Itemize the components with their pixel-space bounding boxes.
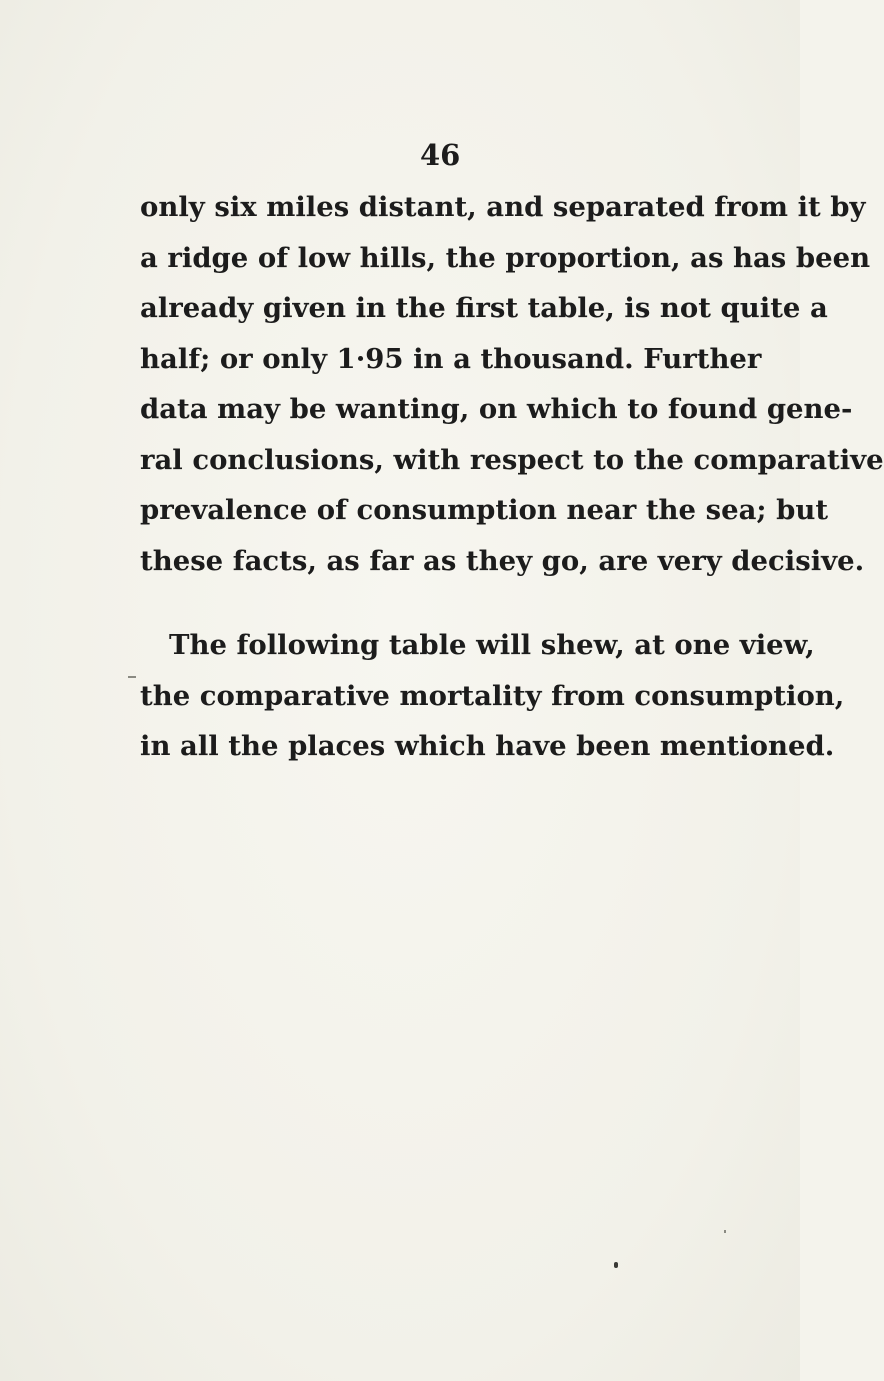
speck <box>128 676 136 678</box>
text-line: the comparative mortality from consumption, <box>140 679 845 712</box>
text-line: a ridge of low hills, the proportion, as has been <box>140 241 871 274</box>
text-line: already given in the first table, is not quite a <box>140 292 828 324</box>
page-number: 46 <box>420 138 461 172</box>
paragraph-2 <box>140 620 845 772</box>
speck <box>614 1262 618 1268</box>
text-line: The following table will shew, at one view, <box>169 629 815 661</box>
paragraph-gap <box>140 586 740 620</box>
paragraph-1 <box>140 182 884 586</box>
speck <box>724 1230 726 1233</box>
text-line: these facts, as far as they go, are very decisive. <box>140 544 865 577</box>
text-line: in all the places which have been mentioned. <box>140 730 835 762</box>
body-text <box>140 182 884 772</box>
text-line: half; or only 1·95 in a thousand. Further <box>140 342 762 375</box>
text-line: only six miles distant, and separated from it by <box>140 191 866 223</box>
text-line: data may be wanting, on which to found gene- <box>140 393 853 425</box>
text-line: prevalence of consumption near the sea; but <box>140 494 829 526</box>
text-line: ral conclusions, with respect to the comparative <box>140 443 884 476</box>
